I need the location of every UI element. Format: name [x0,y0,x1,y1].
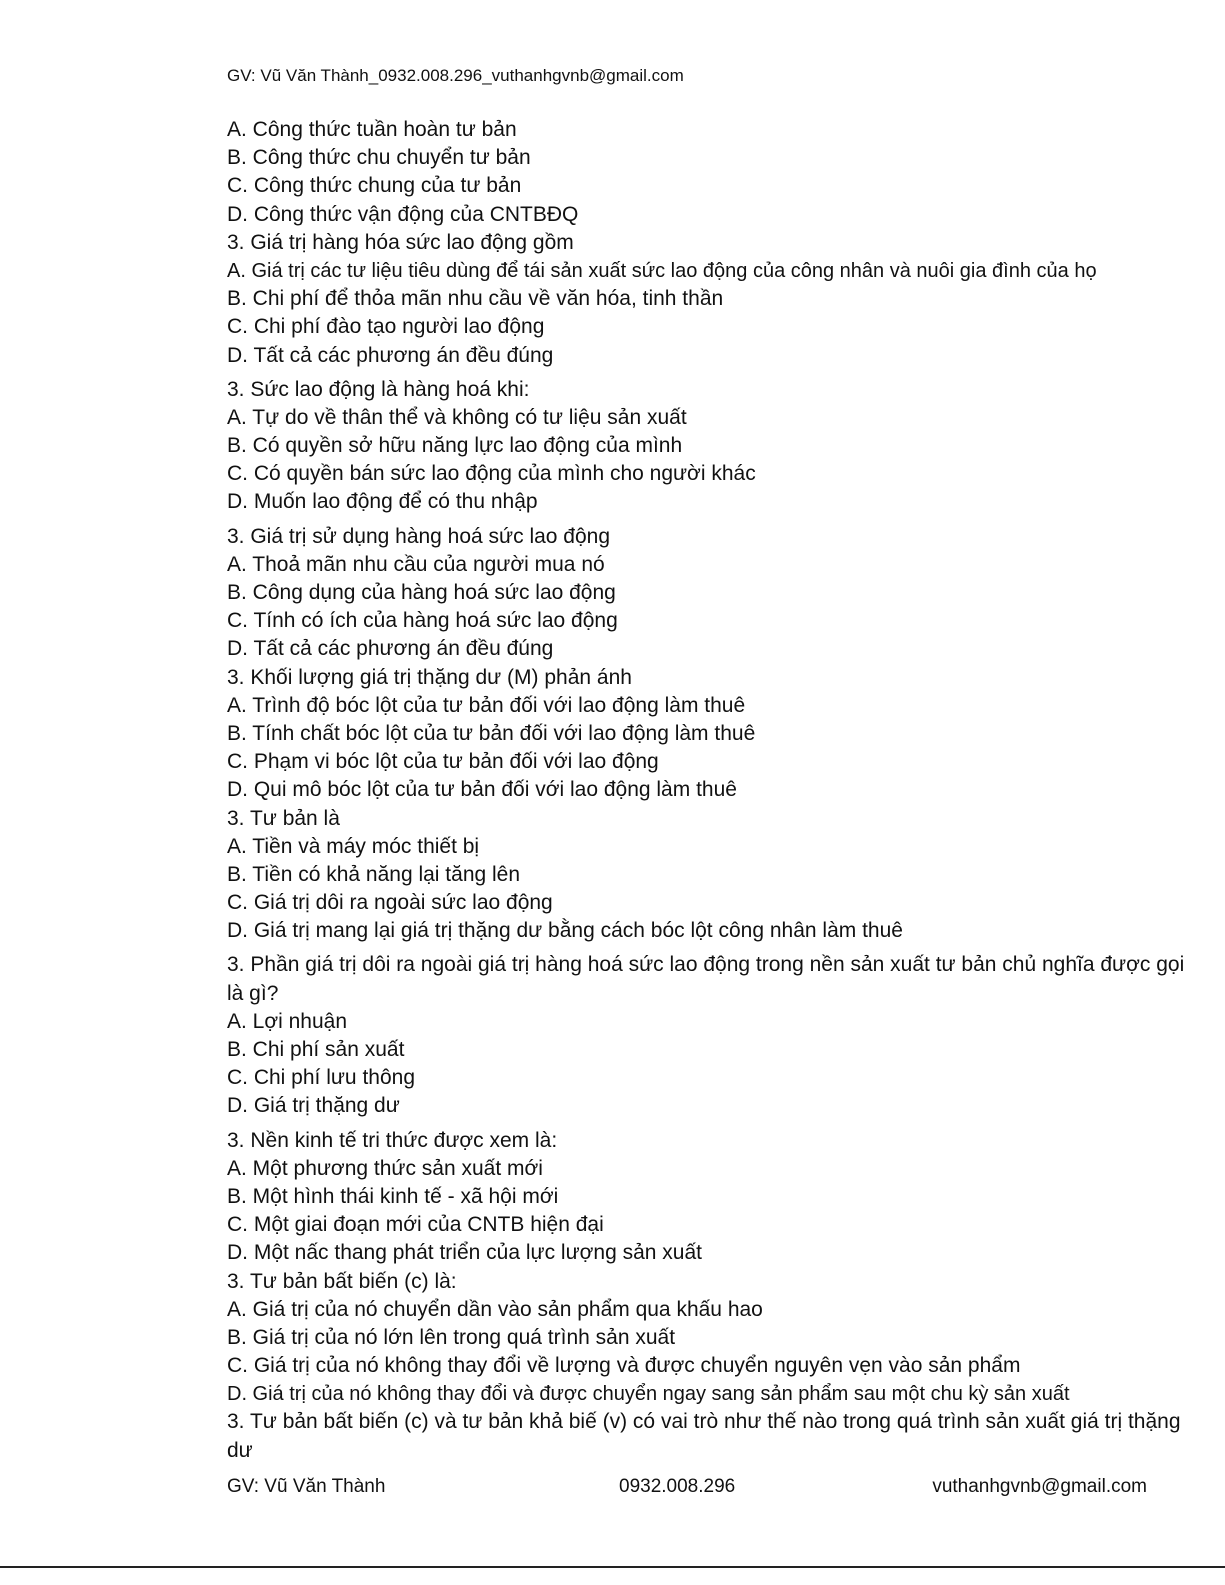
question-heading: 3. Giá trị hàng hóa sức lao động gồm [227,230,574,254]
answer-option: D. Giá trị thặng dư [227,1094,400,1118]
answer-option: A. Giá trị của nó chuyển dần vào sản phẩm qua khấu hao [227,1297,763,1321]
answer-option: A. Lợi nhuận [227,1009,348,1033]
answer-option: B. Chi phí để thỏa mãn nhu cầu về văn hóa, tinh thần [227,287,724,311]
answer-option: A. Tiền và máy móc thiết bị [227,834,480,858]
answer-option: B. Một hình thái kinh tế - xã hội mới [227,1184,559,1208]
answer-option: B. Chi phí sản xuất [227,1038,405,1062]
answer-option: C. Giá trị dôi ra ngoài sức lao động [227,891,553,915]
question-heading: 3. Sức lao động là hàng hoá khi: [227,377,530,401]
page-bottom-rule [0,1566,1225,1568]
question-heading: 3. Nền kinh tế tri thức được xem là: [227,1128,558,1152]
answer-option: C. Giá trị của nó không thay đổi về lượng và được chuyển nguyên vẹn vào sản phẩm [227,1354,1021,1378]
answer-option: B. Có quyền sở hữu năng lực lao động của mình [227,434,683,458]
question-heading: 3. Phần giá trị dôi ra ngoài giá trị hàng hoá sức lao động trong nền sản xuất tư bản chủ nghĩa được gọi là gì? [227,953,1185,1005]
answer-option: A. Tự do về thân thể và không có tư liệu sản xuất [227,405,687,429]
answer-option: C. Tính có ích của hàng hoá sức lao động [227,609,618,633]
answer-option: B. Công thức chu chuyển tư bản [227,146,531,170]
answer-option: D. Qui mô bóc lột của tư bản đối với lao động làm thuê [227,778,737,802]
question-heading: 3. Tư bản là [227,806,340,830]
answer-option: D. Muốn lao động để có thu nhập [227,490,538,514]
answer-option: A. Một phương thức sản xuất mới [227,1156,543,1180]
page-header: GV: Vũ Văn Thành_0932.008.296_vuthanhgvnb@gmail.com [227,66,684,85]
answer-option: D. Một nấc thang phát triển của lực lượng sản xuất [227,1241,702,1265]
page-content [227,116,1187,1465]
question-heading: 3. Giá trị sử dụng hàng hoá sức lao động [227,524,611,548]
answer-option: B. Tính chất bóc lột của tư bản đối với lao động làm thuê [227,721,756,745]
answer-option: A. Giá trị các tư liệu tiêu dùng để tái sản xuất sức lao động của công nhân và nuôi gia đình của họ [227,259,1097,282]
answer-option: D. Giá trị mang lại giá trị thặng dư bằng cách bóc lột công nhân làm thuê [227,919,903,943]
page-footer [227,1476,1147,1502]
footer-phone: 0932.008.296 [619,1476,736,1497]
footer-email: vuthanhgvnb@gmail.com [932,1476,1147,1497]
footer-author: GV: Vũ Văn Thành [227,1476,386,1497]
question-heading: 3. Tư bản bất biến (c) là: [227,1269,457,1293]
answer-option: A. Công thức tuần hoàn tư bản [227,118,517,141]
answer-option: C. Chi phí lưu thông [227,1066,415,1090]
answer-option: C. Phạm vi bóc lột của tư bản đối với lao động [227,750,659,774]
answer-option: A. Trình độ bóc lột của tư bản đối với lao động làm thuê [227,693,746,717]
answer-option: C. Có quyền bán sức lao động của mình cho người khác [227,462,756,486]
answer-option: C. Chi phí đào tạo người lao động [227,315,545,339]
answer-option: D. Giá trị của nó không thay đổi và được chuyển ngay sang sản phẩm sau một chu kỳ sản xuất [227,1383,1070,1406]
answer-option: D. Công thức vận động của CNTBĐQ [227,202,579,226]
answer-option: D. Tất cả các phương án đều đúng [227,343,554,367]
answer-option: B. Giá trị của nó lớn lên trong quá trình sản xuất [227,1325,676,1349]
answer-option: D. Tất cả các phương án đều đúng [227,637,554,661]
answer-option: B. Tiền có khả năng lại tăng lên [227,862,521,886]
answer-option: C. Công thức chung của tư bản [227,174,522,198]
answer-option: A. Thoả mãn nhu cầu của người mua nó [227,552,605,576]
answer-option: C. Một giai đoạn mới của CNTB hiện đại [227,1213,604,1237]
answer-option: B. Công dụng của hàng hoá sức lao động [227,581,616,604]
question-heading: 3. Khối lượng giá trị thặng dư (M) phản ánh [227,665,632,689]
question-heading: 3. Tư bản bất biến (c) và tư bản khả biế (v) có vai trò như thế nào trong quá trình sản xuất giá trị thặng dư [227,1410,1181,1462]
